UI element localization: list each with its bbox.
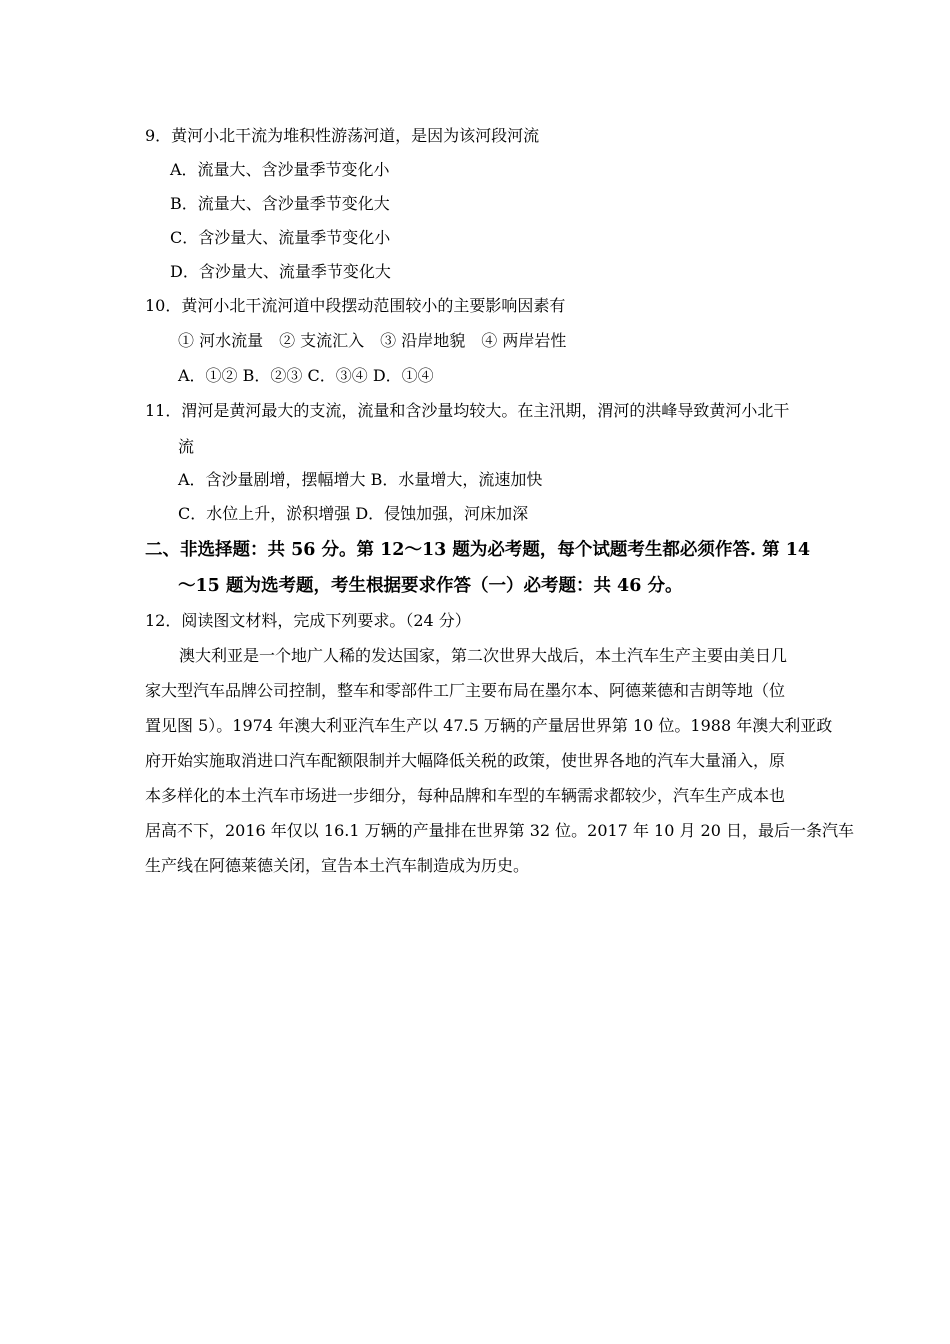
question-10-options: A．①② B．②③ C．③④ D．①④: [178, 366, 434, 385]
question-11-options-line1: A．含沙量剧增，摆幅增大 B．水量增大，流速加快: [178, 470, 543, 489]
passage-line: 澳大利亚是一个地广人稀的发达国家，第二次世界大战后，本土汽车生产主要由美日几: [179, 646, 788, 665]
question-10-factors: ① 河水流量 ② 支流汇入 ③ 沿岸地貌 ④ 两岸岩性: [178, 331, 567, 350]
question-10-stem: 10．黄河小北干流河道中段摆动范围较小的主要影响因素有: [145, 296, 566, 315]
question-12-stem: 12．阅读图文材料，完成下列要求。（24 分）: [145, 611, 471, 630]
question-9-option-c: C．含沙量大、流量季节变化小: [170, 228, 391, 247]
passage-line: 置见图 5）。1974 年澳大利亚汽车生产以 47.5 万辆的产量居世界第 10 位。1988 年澳大利亚政: [145, 716, 833, 735]
passage-line: 居高不下，2016 年仅以 16.1 万辆的产量排在世界第 32 位。2017 年 10 月 20 日，最后一条汽车: [145, 821, 855, 840]
passage-line: 生产线在阿德莱德关闭，宣告本土汽车制造成为历史。: [145, 856, 530, 875]
question-11-stem-line2: 流: [178, 437, 195, 456]
question-9-option-a: A．流量大、含沙量季节变化小: [170, 160, 390, 179]
question-9-stem: 9．黄河小北干流为堆积性游荡河道，是因为该河段河流: [145, 126, 540, 145]
section-2-heading-line1: 二、非选择题：共 56 分。第 12～13 题为必考题，每个试题考生都必须作答. 第 14: [145, 540, 811, 560]
question-9-option-d: D．含沙量大、流量季节变化大: [170, 262, 391, 281]
passage-line: 本多样化的本土汽车市场进一步细分，每种品牌和车型的车辆需求都较少，汽车生产成本也: [145, 786, 786, 805]
question-9-option-b: B．流量大、含沙量季节变化大: [170, 194, 390, 213]
passage-line: 府开始实施取消进口汽车配额限制并大幅降低关税的政策，使世界各地的汽车大量涌入，原: [145, 751, 786, 770]
question-11-options-line2: C．水位上升，淤积增强 D．侵蚀加强，河床加深: [178, 504, 529, 523]
passage-line: 家大型汽车品牌公司控制，整车和零部件工厂主要布局在墨尔本、阿德莱德和吉朗等地（位: [145, 681, 786, 700]
section-2-heading-line2: ～15 题为选考题，考生根据要求作答（一）必考题：共 46 分。: [178, 576, 683, 596]
question-12-passage: [145, 638, 855, 883]
question-11-stem-line1: 11．渭河是黄河最大的支流，流量和含沙量均较大。在主汛期，渭河的洪峰导致黄河小北干: [145, 401, 790, 420]
